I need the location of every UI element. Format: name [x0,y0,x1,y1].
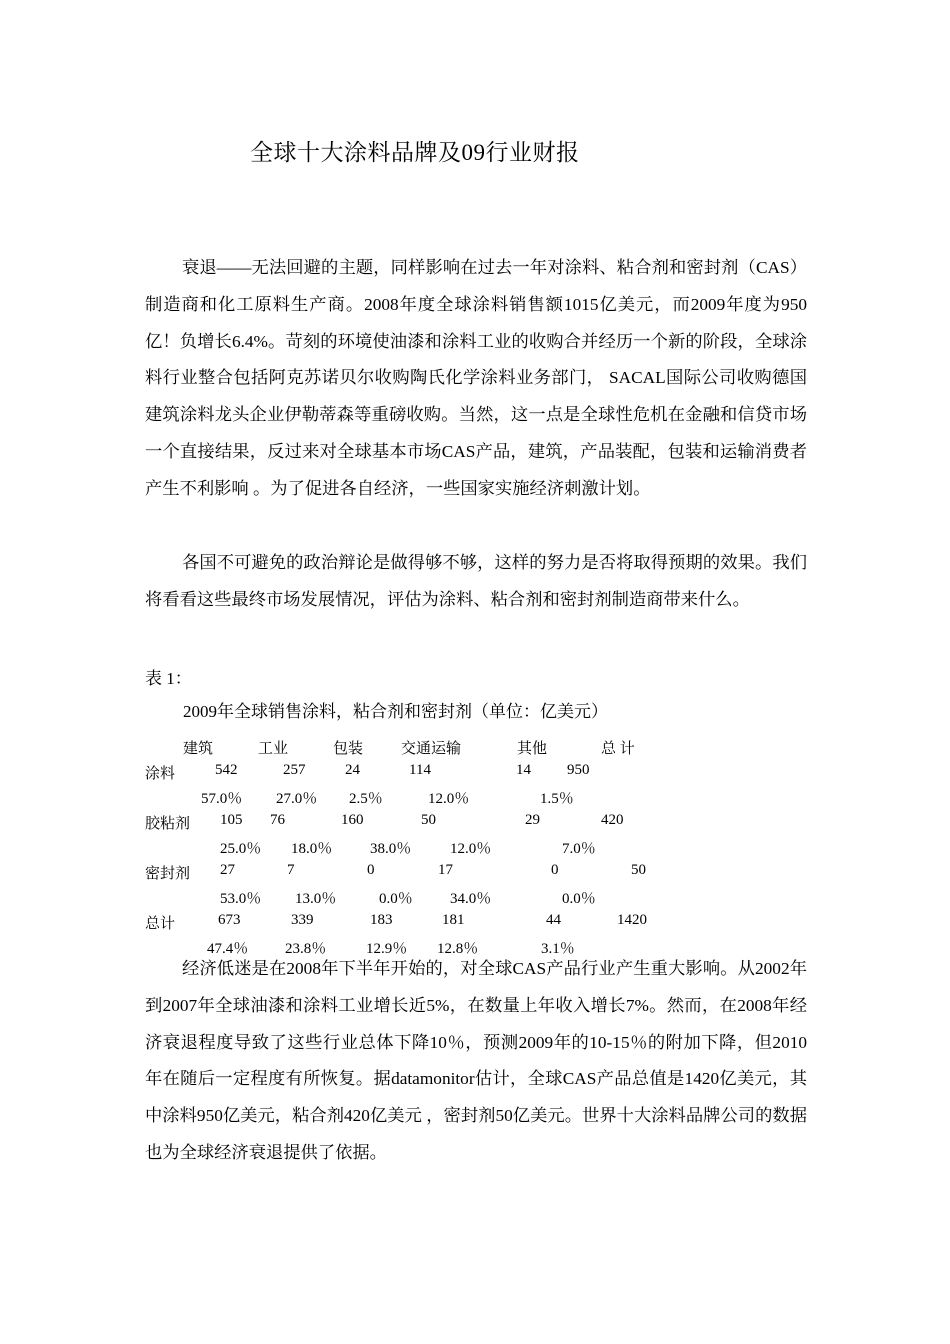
table-share-cell: 34.0％ [450,891,492,907]
table-cell: 44 [546,912,561,928]
table-cell: 14 [516,762,531,778]
table-label: 表 1： [145,669,192,688]
table-cell: 0 [551,862,559,878]
table-share-cell: 13.0％ [295,891,337,907]
table-share-cell: 2.5％ [349,791,383,807]
table-row-label: 总计 [145,916,176,932]
table-cell: 339 [291,912,314,928]
table-cell: 420 [601,812,624,828]
table-share-cell: 18.0％ [291,841,333,857]
table-share-cell: 47.4％ [207,941,249,957]
table-share-cell: 7.0％ [562,841,596,857]
table-share-cell: 38.0％ [370,841,412,857]
table-row-label: 涂料 [145,766,176,782]
table-header-cell: 其他 [517,741,548,757]
table-share-cell: 57.0％ [201,791,243,807]
table-row-label: 密封剂 [145,866,191,882]
paragraph-intro: 衰退——无法回避的主题，同样影响在过去一年对涂料、粘合剂和密封剂（CAS）制造商和化工原料生产商。2008年度全球涂料销售额1015亿美元，而2009年度为950亿！负增长6.4%。苛刻的环境使油漆和涂料工业的收购合并经历一个新的阶段，全球涂料行业整合包括阿克苏诺贝尔收购陶氏化学涂料业务部门， SACAL国际公司收购德国建筑涂料龙头企业伊勒蒂森等重磅收购。当然，这一点是全球性危机在金融和信贷市场一个直接结果，反过来对全球基本市场CAS产品，建筑，产品装配，包装和运输消费者产生不利影响 。为了促进各自经济，一些国家实施经济刺激计划。 [145,258,807,498]
table-share-cell: 1.5％ [540,791,574,807]
table-share-cell: 12.0％ [428,791,470,807]
table-share-cell: 27.0％ [276,791,318,807]
table-cell: 76 [270,812,285,828]
table-cell: 105 [220,812,243,828]
table-share-cell: 53.0％ [220,891,262,907]
table-cell: 17 [438,862,453,878]
table-share-cell: 12.8％ [437,941,479,957]
table-cell: 24 [345,762,360,778]
table-cell: 7 [287,862,295,878]
table-cell: 27 [220,862,235,878]
table-cell: 50 [421,812,436,828]
table-cell: 257 [283,762,306,778]
table-cell: 160 [341,812,364,828]
paragraph-downturn: 经济低迷是在2008年下半年开始的，对全球CAS产品行业产生重大影响。从2002年到2007年全球油漆和涂料工业增长近5%，在数量上年收入增长7%。然而，在2008年经济衰退程度导致了这些行业总体下降10％，预测2009年的10-15％的附加下降，但2010年在随后一定程度有所恢复。据datamonitor估计，全球CAS产品总值是1420亿美元，其中涂料950亿美元，粘合剂420亿美元 ，密封剂50亿美元。世界十大涂料品牌公司的数据也为全球经济衰退提供了依据。 [145,959,807,1162]
table-cell: 181 [442,912,465,928]
table-cell: 950 [567,762,590,778]
table-cell: 542 [215,762,238,778]
table-header-cell: 交通运输 [401,741,462,757]
table-header-cell: 总 计 [601,741,635,757]
table-header-cell: 建筑 [183,741,214,757]
table-header-cell: 包装 [333,741,364,757]
table-share-cell: 0.0％ [379,891,413,907]
table-share-cell: 12.0％ [450,841,492,857]
table-cell: 29 [525,812,540,828]
table-row-label: 胶粘剂 [145,816,191,832]
table-cell: 183 [370,912,393,928]
table-header-cell: 工业 [258,741,289,757]
table-cell: 1420 [617,912,647,928]
table-share-cell: 3.1％ [541,941,575,957]
table-share-cell: 23.8％ [285,941,327,957]
table-cell: 0 [367,862,375,878]
table-cell: 673 [218,912,241,928]
paragraph-debate: 各国不可避免的政治辩论是做得够不够，这样的努力是否将取得预期的效果。我们将看看这些最终市场发展情况，评估为涂料、粘合剂和密封剂制造商带来什么。 [145,553,807,609]
table-caption: 2009年全球销售涂料，粘合剂和密封剂（单位：亿美元） [183,702,608,721]
table-cell: 50 [631,862,646,878]
table-share-cell: 25.0％ [220,841,262,857]
table-share-cell: 0.0％ [562,891,596,907]
table-cell: 114 [409,762,431,778]
document-title: 全球十大涂料品牌及09行业财报 [250,140,580,165]
table-share-cell: 12.9％ [366,941,408,957]
